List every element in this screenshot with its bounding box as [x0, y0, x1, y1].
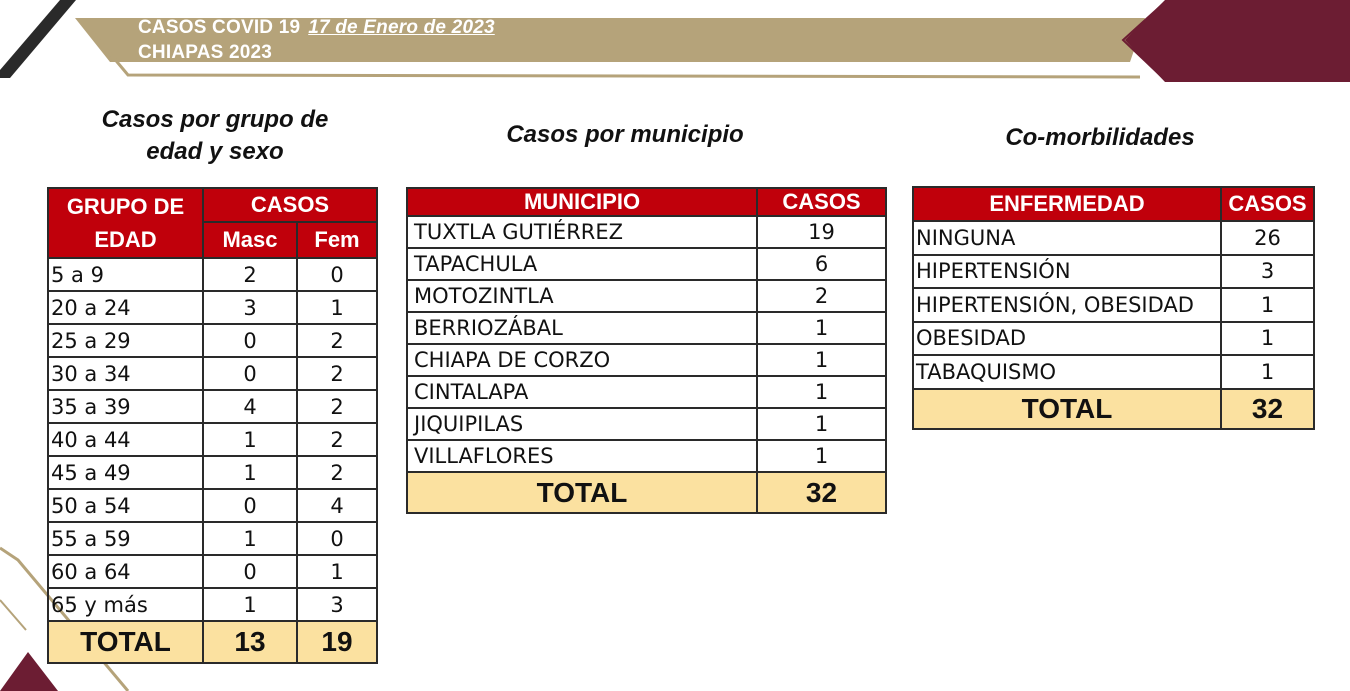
municipality-cases-cell: 19 [757, 216, 886, 248]
comorbidity-cases-header: CASOS [1221, 187, 1314, 221]
municipality-name-cell: TAPACHULA [407, 248, 757, 280]
table-row [48, 258, 377, 291]
male-cell: 0 [203, 489, 297, 522]
header-title [138, 17, 495, 39]
header-subtitle: CHIAPAS 2023 [138, 42, 273, 63]
total-row [913, 389, 1314, 429]
male-cell: 3 [203, 291, 297, 324]
disease-cases-cell: 1 [1221, 355, 1314, 389]
table-row [913, 355, 1314, 389]
male-cell: 0 [203, 357, 297, 390]
male-cell: 0 [203, 324, 297, 357]
disease-cases-cell: 3 [1221, 255, 1314, 289]
total-female: 19 [297, 621, 377, 663]
municipality-cases-cell: 1 [757, 408, 886, 440]
table-row [913, 221, 1314, 255]
table-row [913, 255, 1314, 289]
male-cell: 1 [203, 522, 297, 555]
age-group-cell: 50 a 54 [48, 489, 203, 522]
total-cases: 32 [1221, 389, 1314, 429]
age-group-cell: 30 a 34 [48, 357, 203, 390]
age-group-cell: 20 a 24 [48, 291, 203, 324]
female-cell: 2 [297, 357, 377, 390]
table-row [48, 489, 377, 522]
municipality-name-cell: VILLAFLORES [407, 440, 757, 472]
table-row [48, 555, 377, 588]
female-cell: 0 [297, 522, 377, 555]
table-row [407, 248, 886, 280]
table-row [48, 291, 377, 324]
total-cases: 32 [757, 472, 886, 513]
female-cell: 2 [297, 456, 377, 489]
table-row [48, 390, 377, 423]
table-row [913, 322, 1314, 356]
municipality-cases-header: CASOS [757, 188, 886, 216]
table-row [407, 408, 886, 440]
table-row [407, 312, 886, 344]
bottom-left-gold-line-2 [0, 600, 26, 630]
municipality-header: MUNICIPIO [407, 188, 757, 216]
municipality-name-cell: BERRIOZÁBAL [407, 312, 757, 344]
male-cell: 0 [203, 555, 297, 588]
female-cell: 2 [297, 423, 377, 456]
disease-cases-cell: 26 [1221, 221, 1314, 255]
table-row [407, 216, 886, 248]
age-cases-header: CASOS [203, 188, 377, 222]
female-header: Fem [297, 222, 377, 258]
municipality-section-title: Casos por municipio [506, 121, 744, 148]
age-group-cell: 25 a 29 [48, 324, 203, 357]
total-label: TOTAL [48, 621, 203, 663]
table-row [48, 456, 377, 489]
disease-cases-cell: 1 [1221, 288, 1314, 322]
age-sex-table [47, 187, 378, 664]
municipality-cases-cell: 2 [757, 280, 886, 312]
table-row [407, 280, 886, 312]
table-row [913, 288, 1314, 322]
total-row [407, 472, 886, 513]
municipality-name-cell: TUXTLA GUTIÉRREZ [407, 216, 757, 248]
disease-cases-cell: 1 [1221, 322, 1314, 356]
female-cell: 0 [297, 258, 377, 291]
table-row [407, 440, 886, 472]
disease-name-cell: OBESIDAD [913, 322, 1221, 356]
municipality-name-cell: JIQUIPILAS [407, 408, 757, 440]
municipality-name-cell: CINTALAPA [407, 376, 757, 408]
male-cell: 1 [203, 456, 297, 489]
municipality-cases-cell: 1 [757, 312, 886, 344]
municipality-cases-cell: 1 [757, 440, 886, 472]
age-group-cell: 5 a 9 [48, 258, 203, 291]
municipality-name-cell: CHIAPA DE CORZO [407, 344, 757, 376]
top-left-diagonal [0, 0, 76, 78]
municipality-cases-cell: 6 [757, 248, 886, 280]
disease-name-cell: HIPERTENSIÓN, OBESIDAD [913, 288, 1221, 322]
table-row [48, 324, 377, 357]
comorbidity-section-title: Co-morbilidades [1005, 124, 1195, 151]
male-header: Masc [203, 222, 297, 258]
age-group-cell: 55 a 59 [48, 522, 203, 555]
disease-name-cell: TABAQUISMO [913, 355, 1221, 389]
table-row [48, 423, 377, 456]
table-row [48, 522, 377, 555]
municipality-cases-cell: 1 [757, 376, 886, 408]
total-label: TOTAL [913, 389, 1221, 429]
male-cell: 1 [203, 588, 297, 621]
disease-header: ENFERMEDAD [913, 187, 1221, 221]
female-cell: 1 [297, 291, 377, 324]
maroon-corner-block [1125, 0, 1350, 82]
total-label: TOTAL [407, 472, 757, 513]
age-group-cell: 65 y más [48, 588, 203, 621]
municipality-table [406, 187, 887, 514]
age-group-header: GRUPO DE EDAD [48, 188, 203, 258]
female-cell: 1 [297, 555, 377, 588]
age-section-title [60, 104, 370, 168]
total-row [48, 621, 377, 663]
age-group-cell: 35 a 39 [48, 390, 203, 423]
age-title-line2: edad y sexo [146, 138, 284, 165]
female-cell: 3 [297, 588, 377, 621]
table-row [407, 376, 886, 408]
female-cell: 2 [297, 324, 377, 357]
disease-name-cell: NINGUNA [913, 221, 1221, 255]
table-row [48, 588, 377, 621]
municipality-name-cell: MOTOZINTLA [407, 280, 757, 312]
comorbidity-table [912, 186, 1315, 430]
disease-name-cell: HIPERTENSIÓN [913, 255, 1221, 289]
male-cell: 1 [203, 423, 297, 456]
age-group-cell: 40 a 44 [48, 423, 203, 456]
age-title-line1: Casos por grupo de [101, 106, 329, 133]
header-date: 17 de Enero de 2023 [308, 17, 495, 38]
total-male: 13 [203, 621, 297, 663]
male-cell: 4 [203, 390, 297, 423]
age-group-cell: 45 a 49 [48, 456, 203, 489]
table-row [407, 344, 886, 376]
female-cell: 4 [297, 489, 377, 522]
female-cell: 2 [297, 390, 377, 423]
municipality-cases-cell: 1 [757, 344, 886, 376]
header-title-prefix: CASOS COVID 19 [138, 17, 301, 38]
table-row [48, 357, 377, 390]
male-cell: 2 [203, 258, 297, 291]
age-group-cell: 60 a 64 [48, 555, 203, 588]
